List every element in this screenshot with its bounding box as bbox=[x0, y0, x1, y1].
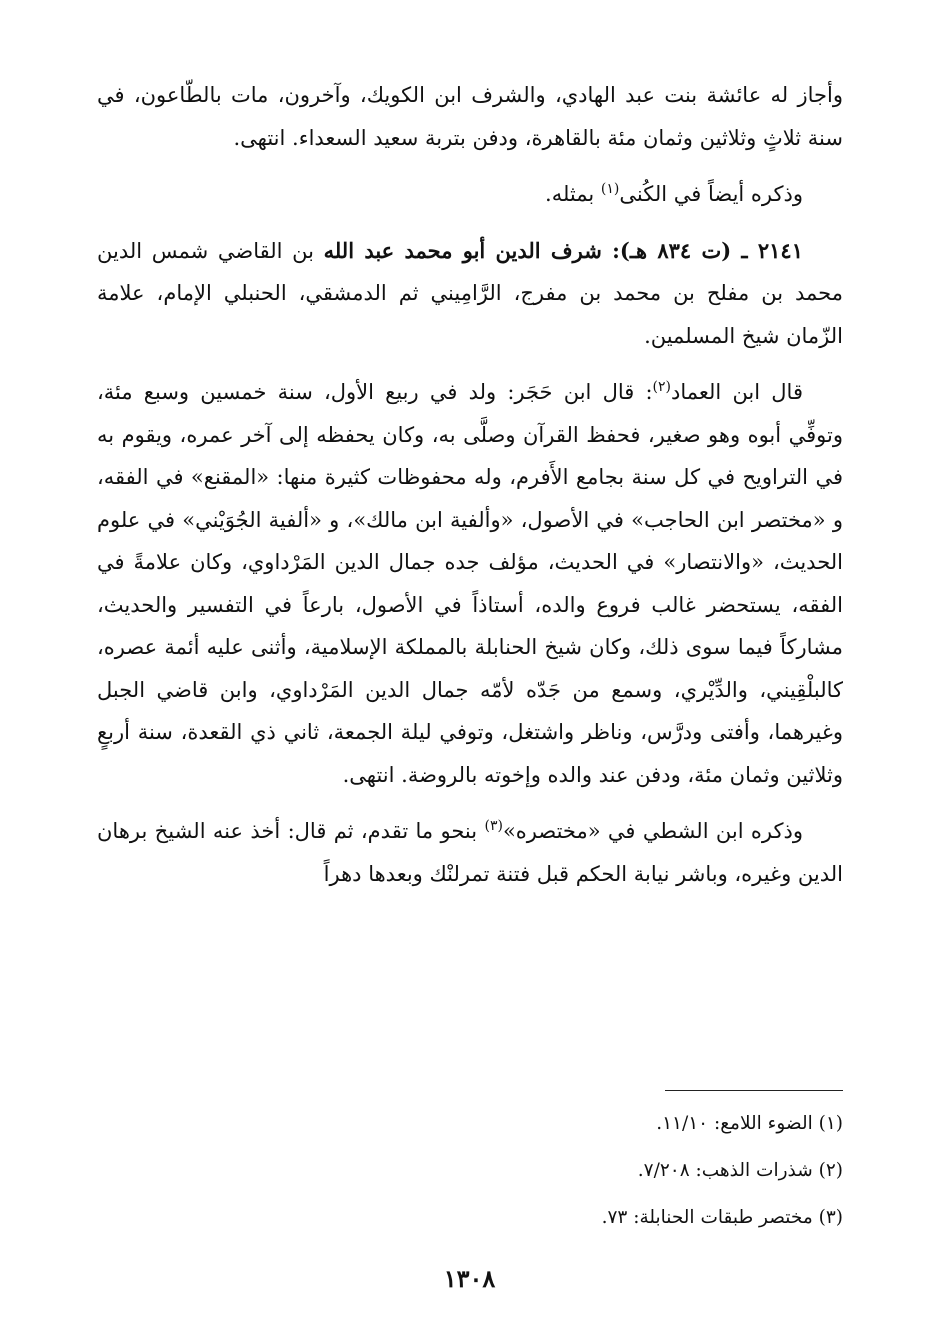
main-text bbox=[97, 74, 843, 909]
paragraph-kuna-reference bbox=[97, 173, 843, 216]
paragraph-text-tail: بمثله. bbox=[545, 182, 601, 206]
paragraph-text: قال ابن العماد bbox=[671, 380, 803, 404]
footnote-2: (٢) شذرات الذهب: ٧/٢٠٨. bbox=[637, 1160, 843, 1181]
biography-entry-2141 bbox=[97, 230, 843, 358]
footnotes-section bbox=[97, 1100, 843, 1241]
paragraph-ibn-al-imad bbox=[97, 371, 843, 796]
footnote-3: (٣) مختصر طبقات الحنابلة: ٧٣. bbox=[601, 1207, 843, 1228]
footnote-marker-1[interactable]: (١) bbox=[600, 181, 620, 197]
page-number: ١٣٠٨ bbox=[443, 1264, 496, 1293]
footnote-1: (١) الضوء اللامع: ١١/١٠. bbox=[656, 1113, 843, 1134]
entry-heading: ٢١٤١ ـ (ت ٨٣٤ هـ): شرف الدين أبو محمد عبد الله bbox=[323, 237, 803, 263]
paragraph-text: وأجاز له عائشة بنت عبد الهادي، والشرف ابن الكويك، وآخرون، مات بالطّاعون، في سنة ثلاثٍ وثلاثين وثمان مئة بالقاهرة، ودفن بتربة سعيد السعداء. انتهى. bbox=[97, 83, 843, 150]
paragraph-text-body: بنحو ما تقدم، ثم قال: أخذ عنه الشيخ برهان الدين وغيره، وباشر نيابة الحكم قبل فتنة تمرلنْك وبعدها دهراً bbox=[97, 819, 843, 886]
paragraph-text: وذكره ابن الشطي في «مختصره» bbox=[502, 819, 803, 843]
paragraph-continuation bbox=[97, 74, 843, 159]
paragraph-text: وذكره أيضاً في الكُنى bbox=[619, 182, 803, 206]
entry-text: بن القاضي شمس الدين محمد بن مفلح بن محمد بن مفرج، الرَّامِيني ثم الدمشقي، الحنبلي الإمام، علامة الزّمان شيخ المسلمين. bbox=[97, 238, 843, 348]
paragraph-text-body: : قال ابن حَجَر: ولد في ربيع الأول، سنة خمسين وسبع مئة، وتوفِّي أبوه وهو صغير، فحفظ القرآن وصلَّى به، وكان يحفظه إلى آخر عمره، ويقوم به في التراويح في كل سنة بجامع الأَفرم، وله محفوظات كثيرة منها: «المقنع» في الفقه، و «مختصر ابن الحاجب» في الأصول، «وألفية ابن مالك»، و «ألفية الجُوَيْني» في علوم الحديث، «والانتصار» في الحديث، مؤلف جده جمال الدين المَرْداوي، وكان علامةً في الفقه، يستحضر غالب فروع والده، أستاذاً في الأصول، بارعاً في التفسير والحديث، مشاركاً فيما سوى ذلك، وكان شيخ الحنابلة بالمملكة الإسلامية، وأثنى عليه أئمة عصره، كالبلْقِيني، والدِّيْري، وسمع من جَدّه لأمّه جمال الدين المَرْداوي، وابن قاضي الجبل وغيرهما، وأفتى ودرَّس، وناظر واشتغل، وتوفي ليلة الجمعة، ثاني ذي القعدة، سنة أربعٍ وثلاثين وثمان مئة، ودفن عند والده وإخوته بالروضة. انتهى. bbox=[97, 380, 843, 787]
paragraph-ibn-al-shatti bbox=[97, 810, 843, 895]
footnote-marker-2[interactable]: (٢) bbox=[652, 379, 671, 395]
footnote-divider bbox=[665, 1090, 843, 1091]
footnote-marker-3[interactable]: (٣) bbox=[484, 818, 503, 834]
